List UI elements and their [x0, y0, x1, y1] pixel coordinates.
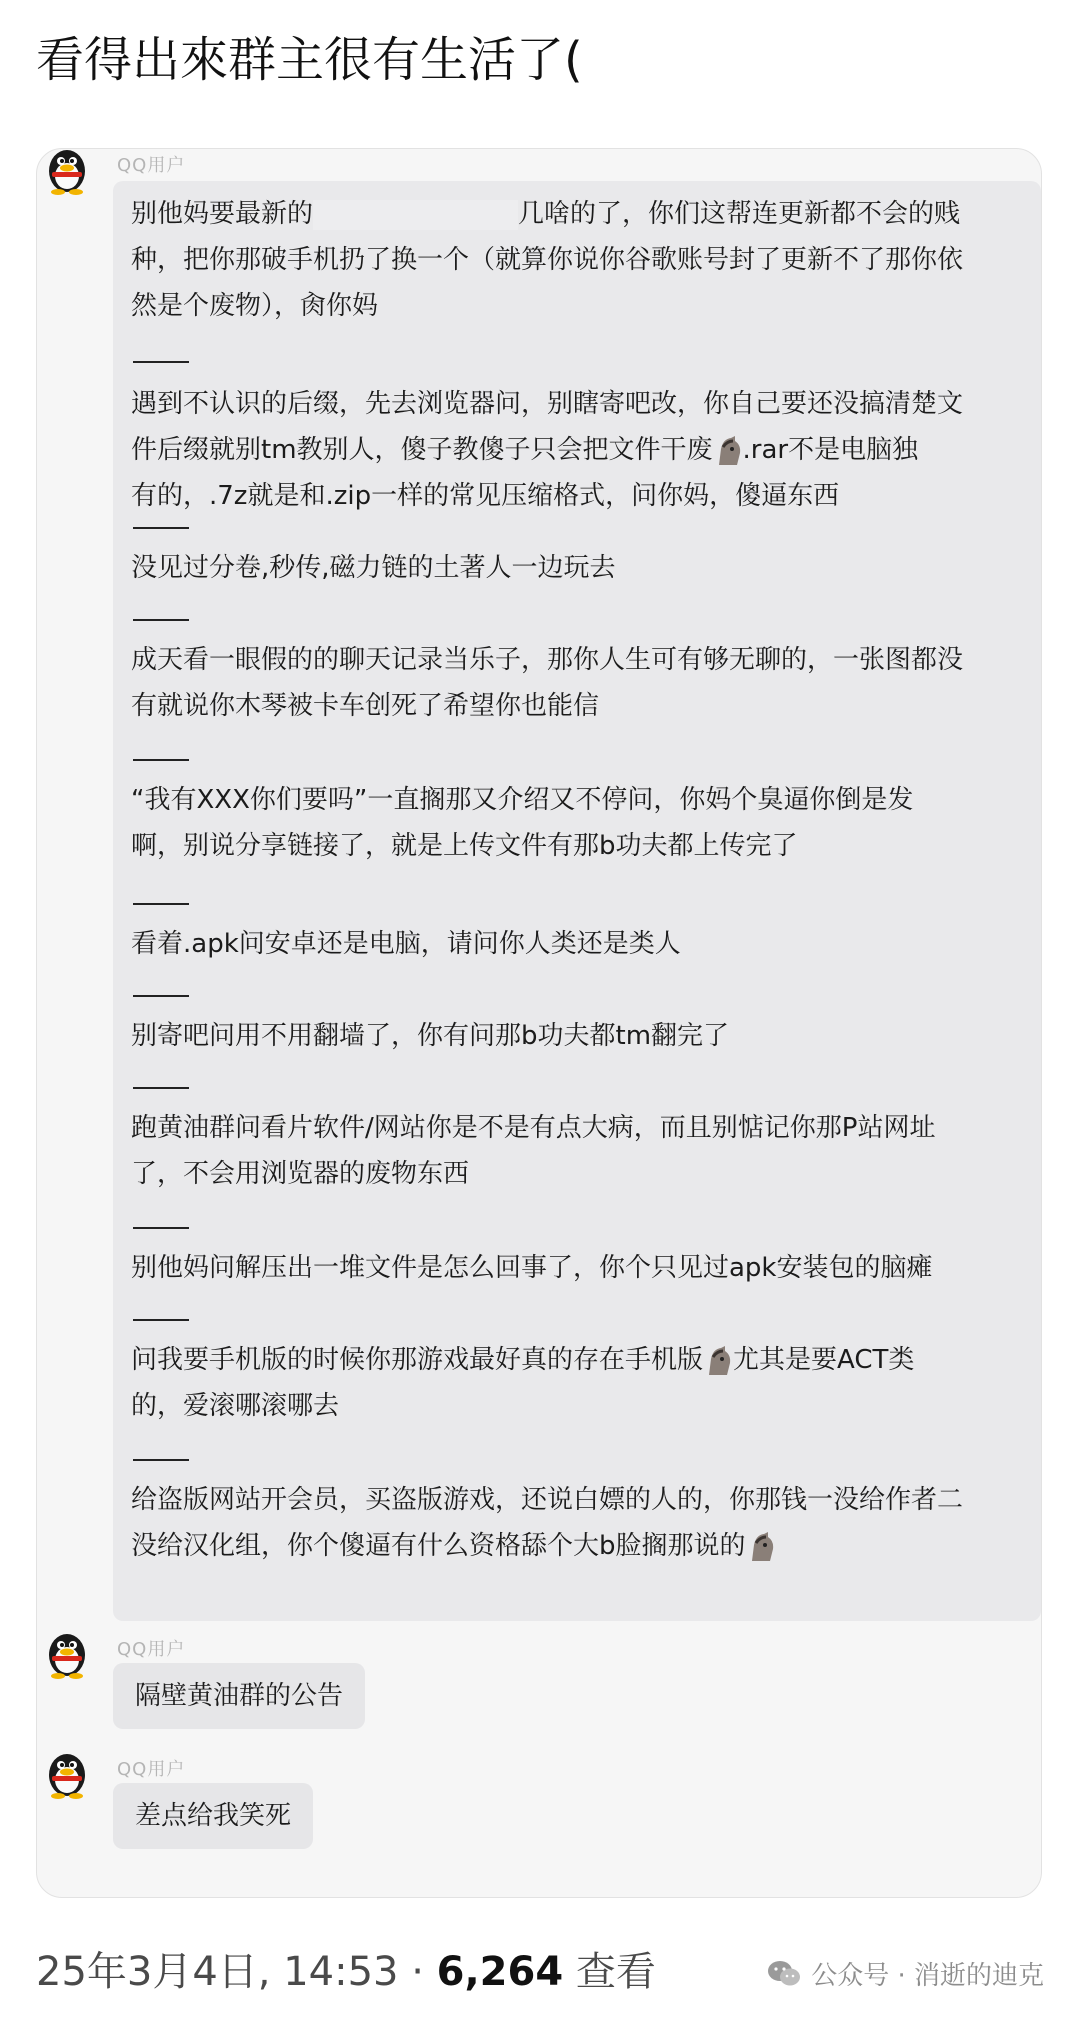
separator-line — [133, 1227, 189, 1229]
separator-line — [133, 1087, 189, 1089]
watermark — [767, 1955, 1044, 1992]
qq-penguin-avatar[interactable] — [41, 1627, 93, 1679]
qq-penguin-avatar[interactable] — [41, 1747, 93, 1799]
view-count: 6,264 — [436, 1949, 564, 1995]
post-title: 看得出來群主很有生活了( — [36, 32, 583, 88]
announcement-paragraph: 跑黄油群问看片软件/网站你是不是有点大病，而且别惦记你那P站网址 了，不会用浏览器的废物东西 — [131, 1113, 936, 1189]
announcement-paragraph: 问我要手机版的时候你那游戏最好真的存在手机版 尤其是要ACT类 的，爱滚哪滚哪去 — [131, 1345, 915, 1421]
view-label: 查看 — [575, 1949, 656, 1995]
horse-face-emoji-icon — [703, 1345, 733, 1377]
watermark-label: 公众号 · 消逝的迪克 — [811, 1961, 1044, 1991]
announcement-paragraph: 成天看一眼假的的聊天记录当乐子，那你人生可有够无聊的，一张图都没 有就说你木琴被卡车创死了希望你也能信 — [131, 645, 964, 721]
announcement-paragraph: “我有XXX你们要吗”一直搁那又介绍又不停问，你妈个臭逼你倒是发 啊，别说分享链接了，就是上传文件有那b功夫都上传完了 — [131, 785, 914, 861]
qq-penguin-avatar[interactable] — [41, 148, 93, 195]
announcement-paragraph: 遇到不认识的后缀，先去浏览器问，别瞎寄吧改，你自己要还没搞清楚文 件后缀就别tm教别人，傻子教傻子只会把文件干废 .rar不是电脑独 有的，.7z就是和.zip一样的常见压缩格式，问你妈，傻逼东西 — [131, 389, 964, 511]
separator-line — [133, 1459, 189, 1461]
separator-line — [133, 361, 189, 363]
announcement-paragraph: 看着.apk问安卓还是电脑，请问你人类还是类人 — [131, 929, 681, 959]
separator-line — [133, 995, 189, 997]
chat-screenshot — [36, 148, 1042, 1898]
announcement-paragraph: 没见过分卷,秒传,磁力链的土著人一边玩去 — [131, 553, 616, 583]
post-timestamp: 25年3月4日, 14:53 — [36, 1949, 399, 1995]
meta-dot: · — [411, 1949, 424, 1995]
redacted-area — [313, 200, 518, 230]
announcement-paragraph: 给盗版网站开会员，买盗版游戏，还说白嫖的人的，你那钱一没给作者二 没给汉化组，你个傻逼有什么资格舔个大b脸搁那说的 — [131, 1485, 964, 1561]
horse-face-emoji-icon — [713, 435, 743, 467]
separator-line — [133, 527, 189, 529]
sender-name: QQ用户 — [117, 1759, 186, 1780]
announcement-paragraph: 别他妈问解压出一堆文件是怎么回事了，你个只见过apk安装包的脑瘫 — [131, 1253, 933, 1283]
separator-line — [133, 1319, 189, 1321]
separator-line — [133, 903, 189, 905]
sender-name: QQ用户 — [117, 1639, 186, 1660]
message-bubble[interactable]: 隔壁黄油群的公告 — [113, 1663, 365, 1729]
announcement-paragraph: 别寄吧问用不用翻墙了，你有问那b功夫都tm翻完了 — [131, 1021, 730, 1051]
message-bubble[interactable]: 差点给我笑死 — [113, 1783, 313, 1849]
post-meta — [36, 1940, 656, 1997]
announcement-paragraph: 别他妈要最新的 几啥的了，你们这帮连更新都不会的贱 种，把你那破手机扔了换一个（就算你说你谷歌账号封了更新不了那你依 然是个废物），肏你妈 — [131, 199, 964, 321]
sender-name: QQ用户 — [117, 155, 186, 176]
separator-line — [133, 619, 189, 621]
wechat-icon — [767, 1960, 801, 1988]
separator-line — [133, 759, 189, 761]
horse-face-emoji-icon — [746, 1531, 776, 1563]
